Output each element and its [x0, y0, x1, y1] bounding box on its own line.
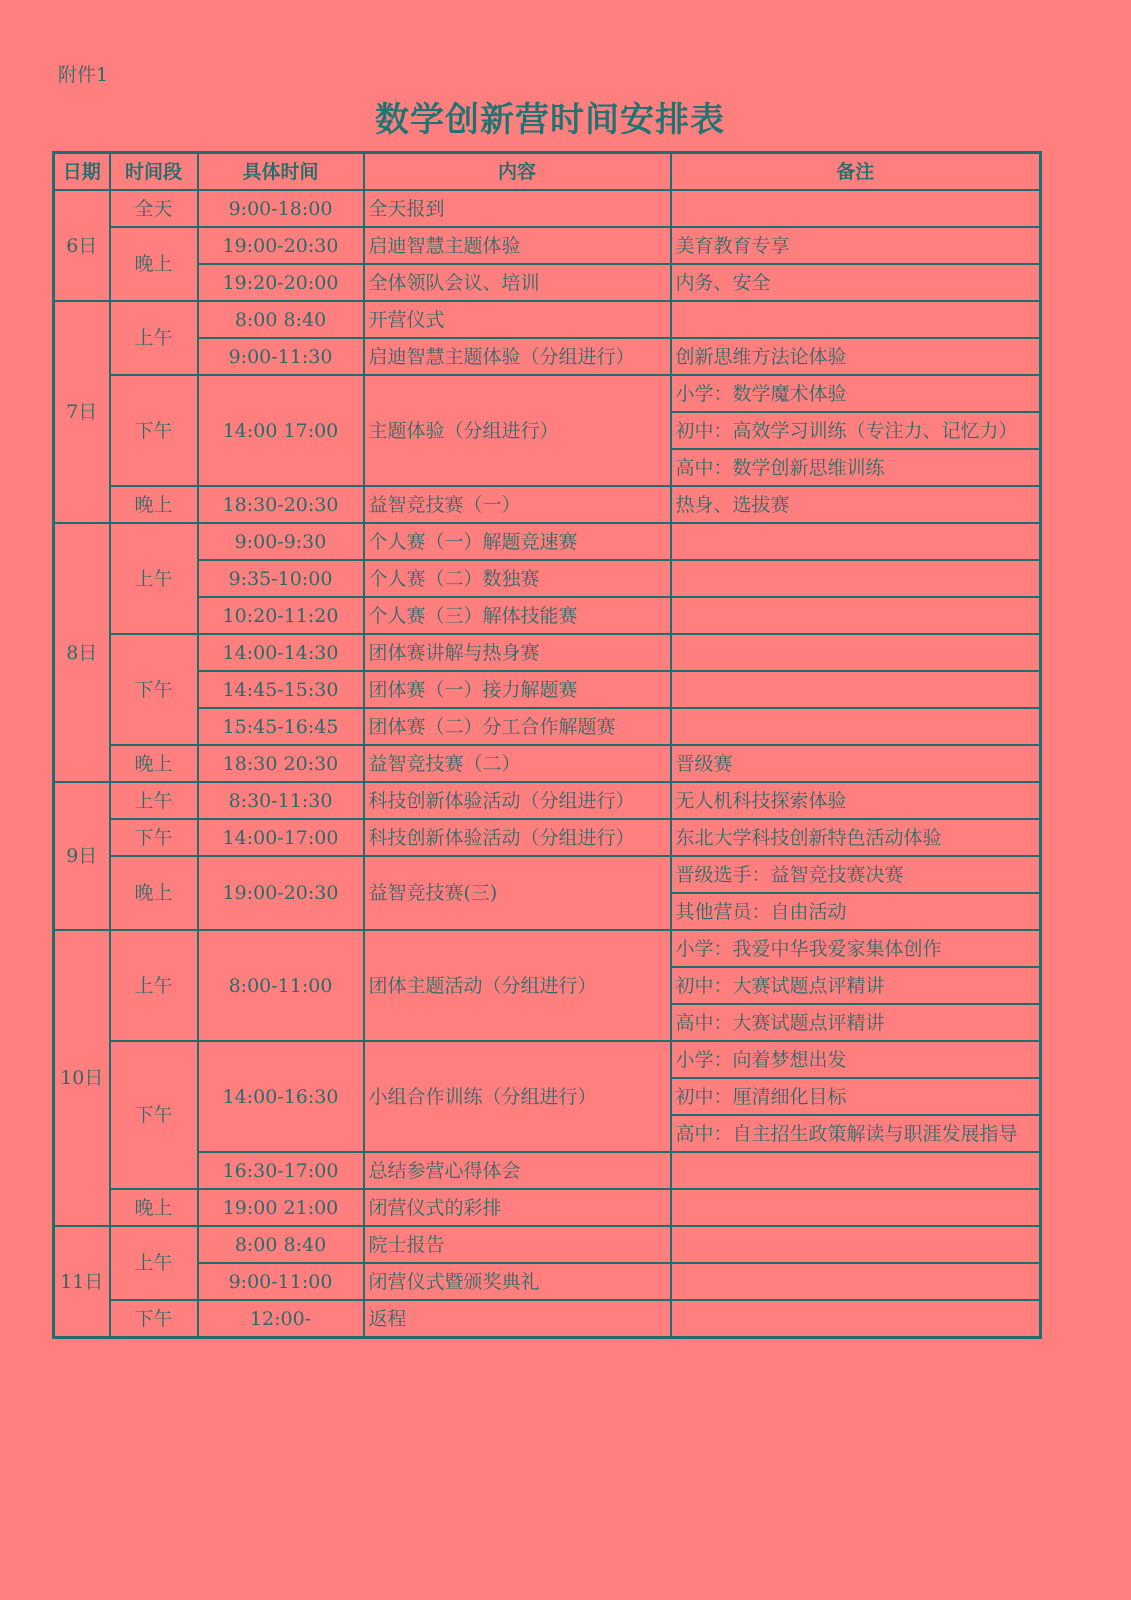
time-cell: 14:45-15:30 [198, 671, 364, 708]
table-row [54, 1152, 1041, 1189]
period-cell: 晚上 [110, 1189, 198, 1226]
table-row [54, 856, 1041, 893]
date-cell: 7日 [54, 301, 110, 523]
note-cell [671, 1226, 1041, 1263]
content-cell: 院士报告 [364, 1226, 671, 1263]
content-cell: 益智竞技赛（二） [364, 745, 671, 782]
content-cell: 益智竞技赛(三) [364, 856, 671, 930]
table-row [54, 708, 1041, 745]
table-body [54, 190, 1041, 1338]
time-cell: 16:30-17:00 [198, 1152, 364, 1189]
table-row [54, 338, 1041, 375]
period-cell: 全天 [110, 190, 198, 227]
content-cell: 全体领队会议、培训 [364, 264, 671, 301]
time-cell: 8:00 8:40 [198, 301, 364, 338]
note-cell [671, 708, 1041, 745]
note-cell: 高中：大赛试题点评精讲 [671, 1004, 1041, 1041]
period-cell: 上午 [110, 782, 198, 819]
table-row [54, 1041, 1041, 1078]
time-cell: 10:20-11:20 [198, 597, 364, 634]
period-cell: 晚上 [110, 745, 198, 782]
content-cell: 闭营仪式的彩排 [364, 1189, 671, 1226]
note-cell [671, 523, 1041, 560]
time-cell: 14:00-17:00 [198, 819, 364, 856]
header-content: 内容 [364, 153, 671, 191]
content-cell: 启迪智慧主题体验（分组进行） [364, 338, 671, 375]
table-row [54, 375, 1041, 412]
table-row [54, 560, 1041, 597]
note-cell: 小学：我爱中华我爱家集体创作 [671, 930, 1041, 967]
header-note: 备注 [671, 153, 1041, 191]
page-title: 数学创新营时间安排表 [375, 100, 725, 140]
table-row [54, 597, 1041, 634]
content-cell: 益智竞技赛（一） [364, 486, 671, 523]
period-cell: 上午 [110, 930, 198, 1041]
note-cell [671, 190, 1041, 227]
table-row [54, 1189, 1041, 1226]
header-time: 具体时间 [198, 153, 364, 191]
attachment-label: 附件1 [58, 64, 109, 86]
content-cell: 全天报到 [364, 190, 671, 227]
period-cell: 下午 [110, 1041, 198, 1189]
date-cell: 8日 [54, 523, 110, 782]
content-cell: 开营仪式 [364, 301, 671, 338]
content-cell: 总结参营心得体会 [364, 1152, 671, 1189]
period-cell: 下午 [110, 1300, 198, 1338]
note-cell: 小学：向着梦想出发 [671, 1041, 1041, 1078]
content-cell: 团体赛（二）分工合作解题赛 [364, 708, 671, 745]
note-cell [671, 301, 1041, 338]
table-row [54, 190, 1041, 227]
table-row [54, 745, 1041, 782]
period-cell: 上午 [110, 523, 198, 634]
note-cell [671, 597, 1041, 634]
table-header [54, 153, 1041, 191]
note-cell [671, 1263, 1041, 1300]
time-cell: 8:30-11:30 [198, 782, 364, 819]
content-cell: 团体赛讲解与热身赛 [364, 634, 671, 671]
time-cell: 9:00-18:00 [198, 190, 364, 227]
period-cell: 晚上 [110, 856, 198, 930]
time-cell: 9:35-10:00 [198, 560, 364, 597]
note-cell: 热身、选拔赛 [671, 486, 1041, 523]
note-cell: 美育教育专享 [671, 227, 1041, 264]
note-cell: 初中：大赛试题点评精讲 [671, 967, 1041, 1004]
time-cell: 19:00-20:30 [198, 227, 364, 264]
note-cell: 小学：数学魔术体验 [671, 375, 1041, 412]
note-cell [671, 634, 1041, 671]
time-cell: 18:30 20:30 [198, 745, 364, 782]
content-cell: 团体赛（一）接力解题赛 [364, 671, 671, 708]
content-cell: 个人赛（二）数独赛 [364, 560, 671, 597]
table-row [54, 264, 1041, 301]
time-cell: 14:00 17:00 [198, 375, 364, 486]
time-cell: 19:00 21:00 [198, 1189, 364, 1226]
time-cell: 12:00- [198, 1300, 364, 1338]
time-cell: 14:00-14:30 [198, 634, 364, 671]
note-cell [671, 1300, 1041, 1338]
header-date: 日期 [54, 153, 110, 191]
period-cell: 晚上 [110, 486, 198, 523]
note-cell: 无人机科技探索体验 [671, 782, 1041, 819]
note-cell: 创新思维方法论体验 [671, 338, 1041, 375]
table-row [54, 1226, 1041, 1263]
content-cell: 启迪智慧主题体验 [364, 227, 671, 264]
table-row [54, 301, 1041, 338]
period-cell: 下午 [110, 819, 198, 856]
content-cell: 小组合作训练（分组进行） [364, 1041, 671, 1152]
time-cell: 19:20-20:00 [198, 264, 364, 301]
content-cell: 个人赛（一）解题竞速赛 [364, 523, 671, 560]
content-cell: 科技创新体验活动（分组进行） [364, 782, 671, 819]
table-row [54, 782, 1041, 819]
table-row [54, 486, 1041, 523]
table-row [54, 1300, 1041, 1338]
content-cell: 个人赛（三）解体技能赛 [364, 597, 671, 634]
content-cell: 团体主题活动（分组进行） [364, 930, 671, 1041]
note-cell: 晋级选手：益智竞技赛决赛 [671, 856, 1041, 893]
date-cell: 10日 [54, 930, 110, 1226]
time-cell: 9:00-11:30 [198, 338, 364, 375]
period-cell: 晚上 [110, 227, 198, 301]
note-cell [671, 560, 1041, 597]
time-cell: 18:30-20:30 [198, 486, 364, 523]
period-cell: 上午 [110, 1226, 198, 1300]
note-cell: 高中：自主招生政策解读与职涯发展指导 [671, 1115, 1041, 1152]
note-cell: 内务、安全 [671, 264, 1041, 301]
note-cell [671, 671, 1041, 708]
content-cell: 返程 [364, 1300, 671, 1338]
note-cell: 其他营员：自由活动 [671, 893, 1041, 930]
content-cell: 主题体验（分组进行） [364, 375, 671, 486]
time-cell: 8:00-11:00 [198, 930, 364, 1041]
table-row [54, 819, 1041, 856]
period-cell: 下午 [110, 375, 198, 486]
note-cell: 高中：数学创新思维训练 [671, 449, 1041, 486]
time-cell: 9:00-9:30 [198, 523, 364, 560]
note-cell [671, 1189, 1041, 1226]
period-cell: 上午 [110, 301, 198, 375]
date-cell: 11日 [54, 1226, 110, 1338]
note-cell: 晋级赛 [671, 745, 1041, 782]
note-cell [671, 1152, 1041, 1189]
header-row [54, 153, 1041, 191]
header-period: 时间段 [110, 153, 198, 191]
table-row [54, 671, 1041, 708]
content-cell: 科技创新体验活动（分组进行） [364, 819, 671, 856]
note-cell: 东北大学科技创新特色活动体验 [671, 819, 1041, 856]
time-cell: 19:00-20:30 [198, 856, 364, 930]
date-cell: 6日 [54, 190, 110, 301]
table-row [54, 227, 1041, 264]
time-cell: 15:45-16:45 [198, 708, 364, 745]
table-row [54, 634, 1041, 671]
table-row [54, 523, 1041, 560]
note-cell: 初中：厘清细化目标 [671, 1078, 1041, 1115]
time-cell: 9:00-11:00 [198, 1263, 364, 1300]
time-cell: 8:00 8:40 [198, 1226, 364, 1263]
date-cell: 9日 [54, 782, 110, 930]
table-row [54, 1263, 1041, 1300]
table-row [54, 930, 1041, 967]
time-cell: 14:00-16:30 [198, 1041, 364, 1152]
content-cell: 闭营仪式暨颁奖典礼 [364, 1263, 671, 1300]
schedule-table [52, 151, 1042, 1339]
period-cell: 下午 [110, 634, 198, 745]
note-cell: 初中：高效学习训练（专注力、记忆力） [671, 412, 1041, 449]
